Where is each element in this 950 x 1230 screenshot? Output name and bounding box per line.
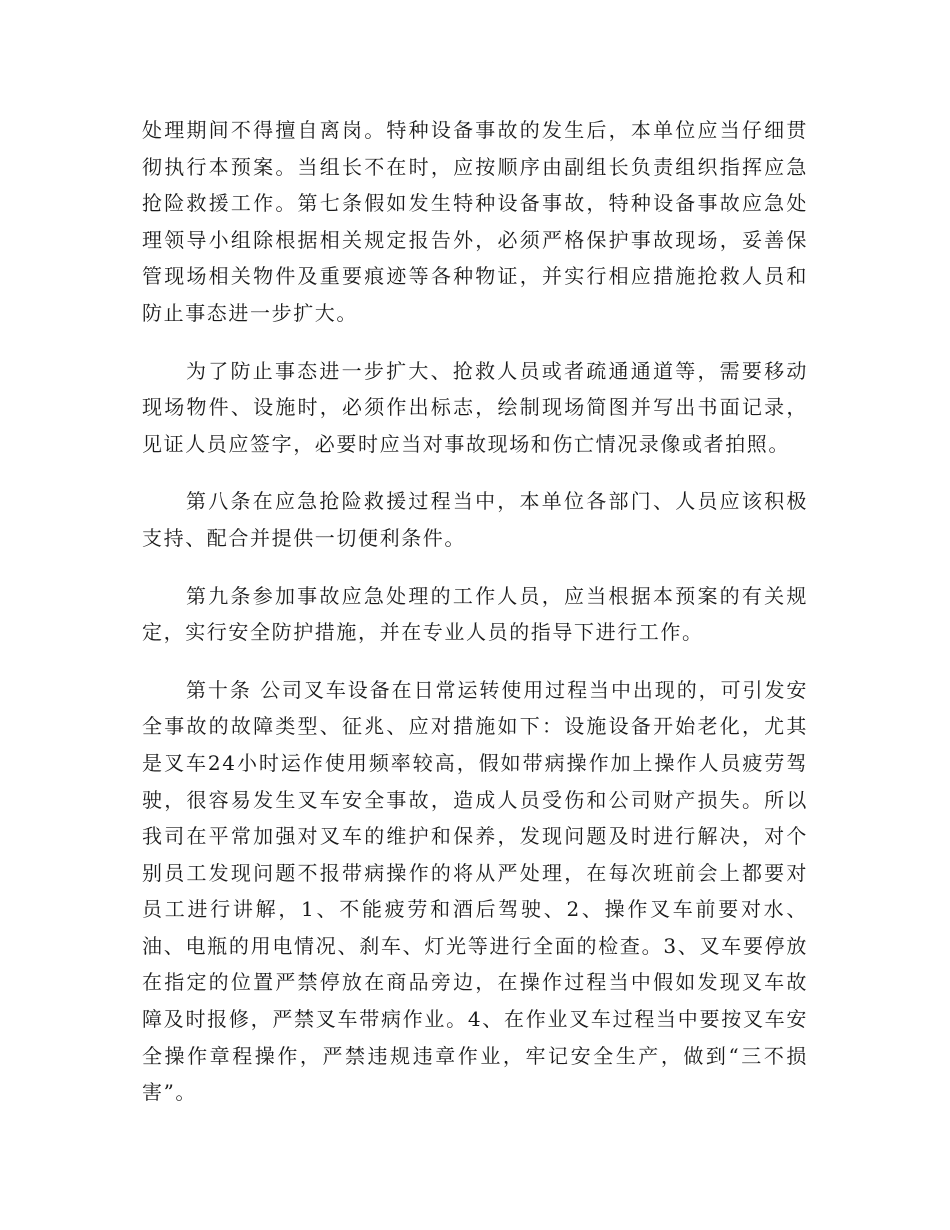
paragraph-article-8: 第八条在应急抢险救援过程当中，本单位各部门、人员应该积极支持、配合并提供一切便利条件。 [142,489,808,550]
document-body [142,112,808,1132]
paragraph-article-10: 第十条 公司叉车设备在日常运转使用过程当中出现的，可引发安全事故的故障类型、征兆、应对措施如下：设施设备开始老化，尤其是叉车24小时运作使用频率较高，假如带病操作加上操作人员疲劳驾驶，很容易发生叉车安全事故，造成人员受伤和公司财产损失。所以我司在平常加强对叉车的维护和保养，发现问题及时进行解决，对个别员工发现问题不报带病操作的将从严处理，在每次班前会上都要对员工进行讲解，1、不能疲劳和酒后驾驶、2、操作叉车前要对水、油、电瓶的用电情况、刹车、灯光等进行全面的检查。3、叉车要停放在指定的位置严禁停放在商品旁边，在操作过程当中假如发现叉车故障及时报修，严禁叉车带病作业。4、在作业叉车过程当中要按叉车安全操作章程操作，严禁违规违章作业，牢记安全生产，做到“三不损害”。 [142,677,808,1105]
paragraph-scene-protection: 为了防止事态进一步扩大、抢救人员或者疏通通道等，需要移动现场物件、设施时，必须作出标志，绘制现场简图并写出书面记录，见证人员应签字，必要时应当对事故现场和伤亡情况录像或者拍照。 [142,358,808,456]
paragraph-continuation: 处理期间不得擅自离岗。特种设备事故的发生后，本单位应当仔细贯彻执行本预案。当组长不在时，应按顺序由副组长负责组织指挥应急抢险救援工作。第七条假如发生特种设备事故，特种设备事故应急处理领导小组除根据相关规定报告外，必须严格保护事故现场，妥善保管现场相关物件及重要痕迹等各种物证，并实行相应措施抢救人员和防止事态进一步扩大。 [142,118,808,325]
paragraph-article-9: 第九条参加事故应急处理的工作人员，应当根据本预案的有关规定，实行安全防护措施，并在专业人员的指导下进行工作。 [142,583,808,645]
